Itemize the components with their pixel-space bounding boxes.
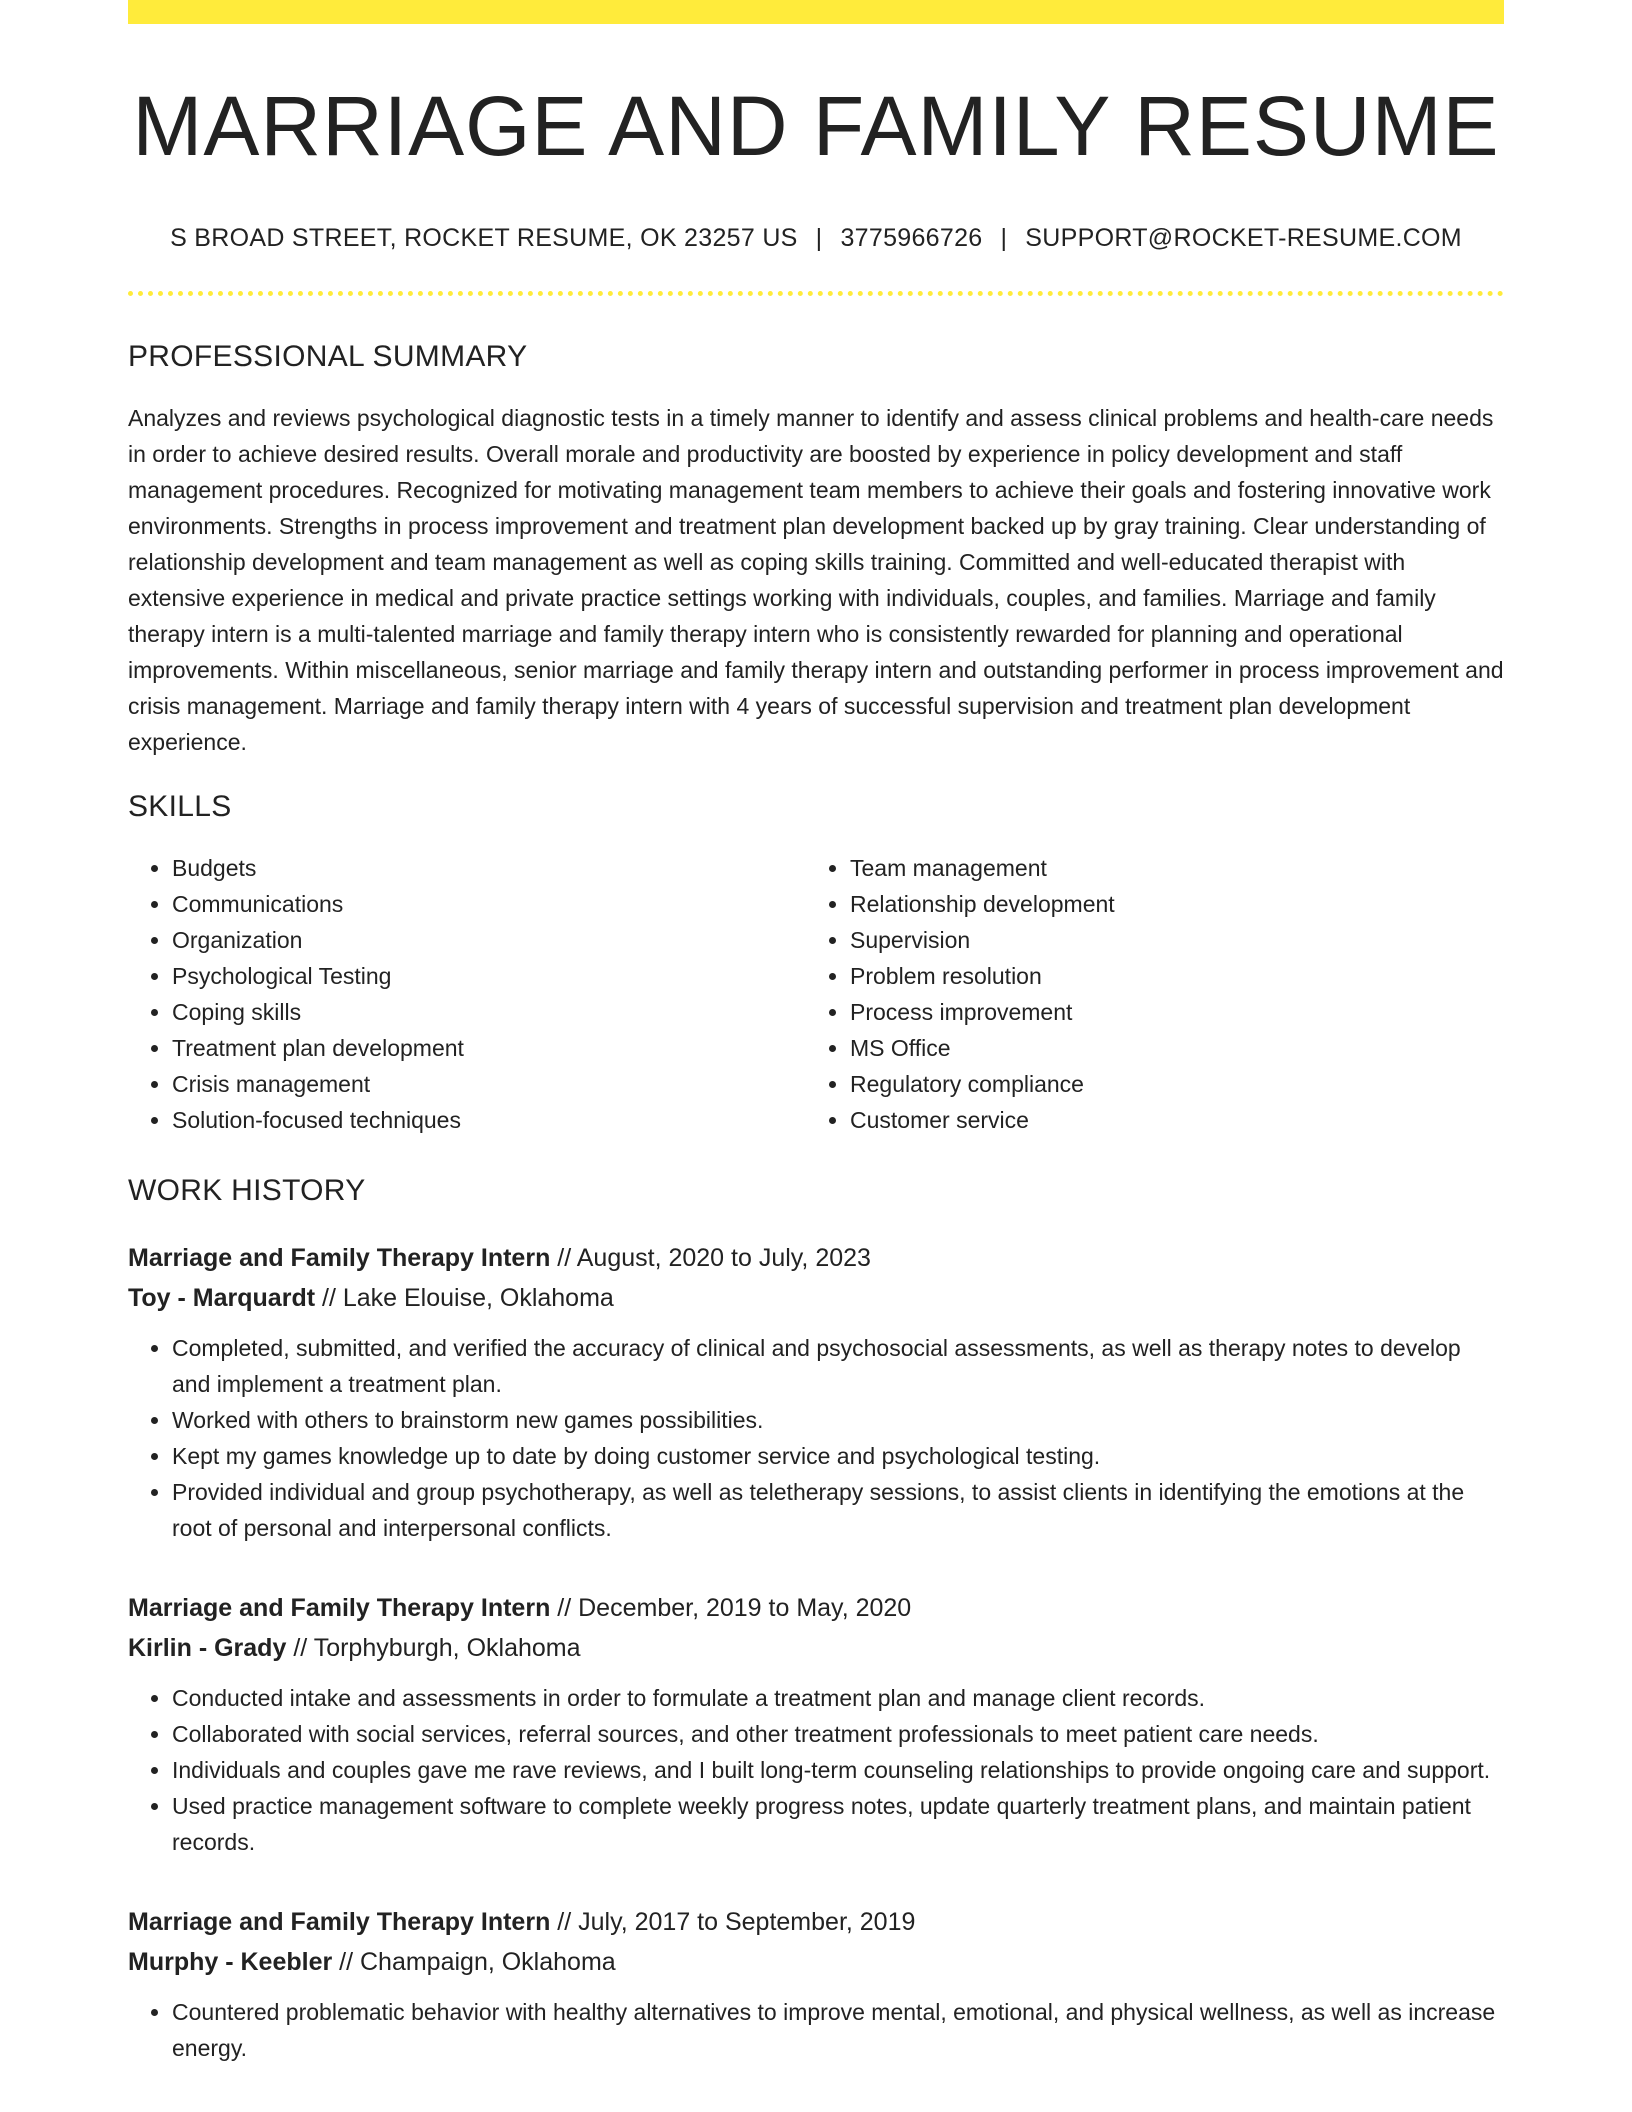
skill-item: • Communications: [172, 886, 806, 922]
job-bullet: • Countered problematic behavior with healthy alternatives to improve mental, emotional, and physical wellness, as well as increase energy.: [172, 1994, 1504, 2066]
job-bullet: • Completed, submitted, and verified the accuracy of clinical and psychosocial assessments, as well as therapy notes to develop and implement a treatment plan.: [172, 1330, 1504, 1402]
job-location: // Lake Elouise, Oklahoma: [315, 1284, 614, 1312]
dotted-divider: [128, 291, 1504, 296]
skill-item: • Solution-focused techniques: [172, 1102, 806, 1138]
job-bullet: • Individuals and couples gave me rave reviews, and I built long-term counseling relationships to provide ongoing care and support.: [172, 1752, 1504, 1788]
job-entry: [128, 1902, 1504, 2066]
skills-heading: SKILLS: [128, 790, 232, 823]
contact-address: S BROAD STREET, ROCKET RESUME, OK 23257 US: [170, 224, 798, 252]
job-company-line: [128, 1278, 1504, 1318]
summary-text: Analyzes and reviews psychological diagnostic tests in a timely manner to identify and assess clinical problems and health-care needs in order to achieve desired results. Overall morale and productivity are boosted by experience in policy development and staff management procedures. Recognized for motivating management team members to achieve their goals and fostering innovative work environments. Strengths in process improvement and treatment plan development backed up by gray training. Clear understanding of relationship development and team management as well as coping skills training. Committed and well-educated therapist with extensive experience in medical and private practice settings working with individuals, couples, and families. Marriage and family therapy intern is a multi-talented marriage and family therapy intern who is consistently rewarded for planning and operational improvements. Within miscellaneous, senior marriage and family therapy intern and outstanding performer in process improvement and crisis management. Marriage and family therapy intern with 4 years of successful supervision and treatment plan development experience.: [128, 405, 1504, 755]
job-title: Marriage and Family Therapy Intern: [128, 1244, 551, 1272]
skill-item: • Psychological Testing: [172, 958, 806, 994]
skill-item: • Treatment plan development: [172, 1030, 806, 1066]
skills-column-left: [128, 850, 806, 1138]
skill-item: • Regulatory compliance: [850, 1066, 1484, 1102]
skill-item: • Organization: [172, 922, 806, 958]
job-bullet: • Provided individual and group psychotherapy, as well as teletherapy sessions, to assist clients in identifying the emotions at the root of personal and interpersonal conflicts.: [172, 1474, 1504, 1546]
job-company-line: [128, 1628, 1504, 1668]
resume-title: MARRIAGE AND FAMILY RESUME: [132, 79, 1500, 173]
skills-column-right: [806, 850, 1484, 1138]
job-dates: // August, 2020 to July, 2023: [550, 1244, 871, 1272]
contact-separator: |: [1000, 224, 1008, 252]
summary-heading: PROFESSIONAL SUMMARY: [128, 340, 528, 373]
contact-separator: |: [815, 224, 823, 252]
job-bullet: • Collaborated with social services, referral sources, and other treatment professionals to meet patient care needs.: [172, 1716, 1504, 1752]
job-bullets: [128, 1994, 1504, 2066]
job-company: Kirlin - Grady: [128, 1634, 287, 1662]
resume-page: [128, 0, 1504, 2066]
job-dates: // December, 2019 to May, 2020: [550, 1594, 912, 1622]
job-company: Murphy - Keebler: [128, 1948, 333, 1976]
job-company: Toy - Marquardt: [128, 1284, 316, 1312]
job-title-line: [128, 1902, 1504, 1942]
job-entry: [128, 1588, 1504, 1860]
skill-item: • MS Office: [850, 1030, 1484, 1066]
skill-item: • Team management: [850, 850, 1484, 886]
skill-item: • Problem resolution: [850, 958, 1484, 994]
job-bullets: [128, 1330, 1504, 1546]
skill-item: • Customer service: [850, 1102, 1484, 1138]
skill-item: • Relationship development: [850, 886, 1484, 922]
job-location: // Torphyburgh, Oklahoma: [286, 1634, 581, 1662]
skill-item: • Budgets: [172, 850, 806, 886]
job-title-line: [128, 1238, 1504, 1278]
job-dates: // July, 2017 to September, 2019: [550, 1908, 916, 1936]
job-bullet: • Conducted intake and assessments in order to formulate a treatment plan and manage client records.: [172, 1680, 1504, 1716]
work-history-heading: WORK HISTORY: [128, 1174, 366, 1207]
skill-item: • Coping skills: [172, 994, 806, 1030]
job-company-line: [128, 1942, 1504, 1982]
job-title: Marriage and Family Therapy Intern: [128, 1594, 551, 1622]
skill-item: • Crisis management: [172, 1066, 806, 1102]
skill-item: • Supervision: [850, 922, 1484, 958]
skill-item: • Process improvement: [850, 994, 1484, 1030]
contact-line: [128, 224, 1504, 253]
contact-email[interactable]: SUPPORT@ROCKET-RESUME.COM: [1025, 224, 1462, 252]
job-entry: [128, 1238, 1504, 1546]
job-title-line: [128, 1588, 1504, 1628]
top-accent-bar: [128, 0, 1504, 24]
job-bullet: • Used practice management software to complete weekly progress notes, update quarterly treatment plans, and maintain patient records.: [172, 1788, 1504, 1860]
job-title: Marriage and Family Therapy Intern: [128, 1908, 551, 1936]
contact-phone[interactable]: 3775966726: [840, 224, 983, 252]
job-bullet: • Kept my games knowledge up to date by doing customer service and psychological testing.: [172, 1438, 1504, 1474]
job-bullet: • Worked with others to brainstorm new games possibilities.: [172, 1402, 1504, 1438]
job-bullets: [128, 1680, 1504, 1860]
skills-list: [128, 850, 1504, 1138]
job-location: // Champaign, Oklahoma: [332, 1948, 616, 1976]
